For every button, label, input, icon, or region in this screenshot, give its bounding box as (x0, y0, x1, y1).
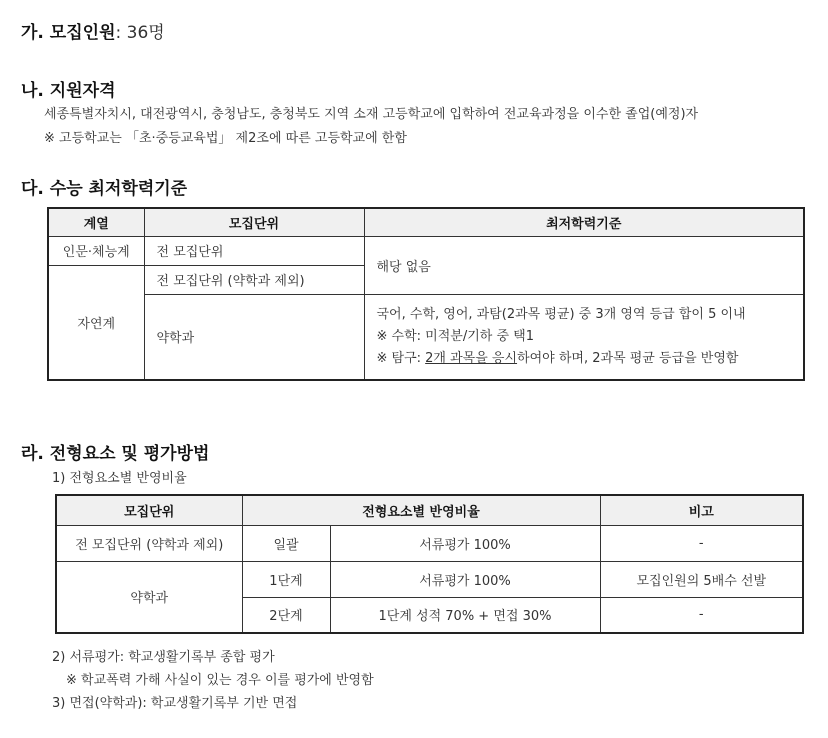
ratio-stage2: 1단계 성적 70% + 면접 30% (330, 597, 600, 633)
criteria-line3-underlined: 2개 과목을 응시 (425, 350, 518, 366)
unit-pharmacy: 약학과 (144, 294, 364, 380)
stage-2: 2단계 (242, 597, 330, 633)
recruitment-count: : 36명 (115, 23, 165, 43)
col-header-ratio: 전형요소별 반영비율 (242, 495, 600, 525)
eligibility-heading: 나. 지원자격 (21, 81, 116, 101)
unit-all-except-pharmacy: 전 모집단위 (약학과 제외) (144, 265, 364, 294)
recruitment-heading (21, 18, 165, 43)
col-header-note: 비고 (600, 495, 803, 525)
note-empty: - (600, 525, 803, 561)
note-stage1: 모집인원의 5배수 선발 (600, 561, 803, 597)
col-header-criteria: 최저학력기준 (364, 208, 804, 236)
col-header-track: 계열 (48, 208, 144, 236)
stage-1: 1단계 (242, 561, 330, 597)
col-header-unit: 모집단위 (144, 208, 364, 236)
ratio-subheading: 1) 전형요소별 반영비율 (52, 471, 187, 486)
criteria-pharmacy-line1: 국어, 수학, 영어, 과탐(2과목 평균) 중 3개 영역 등급 합이 5 이내 (376, 306, 746, 322)
criteria-none: 해당 없음 (364, 236, 804, 294)
criteria-pharmacy (364, 294, 804, 380)
criteria-pharmacy-line2: ※ 수학: 미적분/기하 중 택1 (376, 328, 534, 344)
track-humanities: 인문·체능계 (48, 236, 144, 265)
track-science: 자연계 (48, 265, 144, 380)
unit-all-except-pharmacy: 전 모집단위 (약학과 제외) (56, 525, 242, 561)
ratio-documents: 서류평가 100% (330, 525, 600, 561)
criteria-pharmacy-line3 (377, 348, 804, 370)
note-stage2: - (600, 597, 803, 633)
unit-all: 전 모집단위 (144, 236, 364, 265)
stage-single: 일괄 (242, 525, 330, 561)
evaluation-heading: 라. 전형요소 및 평가방법 (21, 444, 210, 464)
ratio-stage1: 서류평가 100% (330, 561, 600, 597)
eligibility-text: 세종특별자치시, 대전광역시, 충청남도, 충청북도 지역 소재 고등학교에 입학하여 전교육과정을 이수한 졸업(예정)자 (44, 107, 699, 122)
min-standard-table (47, 207, 805, 381)
recruitment-heading-label: 가. 모집인원 (21, 23, 116, 43)
interview-text: 3) 면접(약학과): 학교생활기록부 기반 면접 (52, 696, 298, 711)
col-header-unit: 모집단위 (56, 495, 242, 525)
document-eval-note: ※ 학교폭력 가해 사실이 있는 경우 이를 평가에 반영함 (66, 673, 374, 688)
min-standard-heading: 다. 수능 최저학력기준 (21, 179, 188, 199)
criteria-line3-suffix: 하여야 하며, 2과목 평균 등급을 반영함 (517, 350, 739, 366)
ratio-table (55, 494, 804, 634)
document-eval-text: 2) 서류평가: 학교생활기록부 종합 평가 (52, 650, 275, 665)
unit-pharmacy: 약학과 (56, 561, 242, 633)
criteria-line3-prefix: ※ 탐구: (376, 350, 426, 366)
eligibility-note: ※ 고등학교는 「초·중등교육법」 제2조에 따른 고등학교에 한함 (44, 131, 407, 146)
